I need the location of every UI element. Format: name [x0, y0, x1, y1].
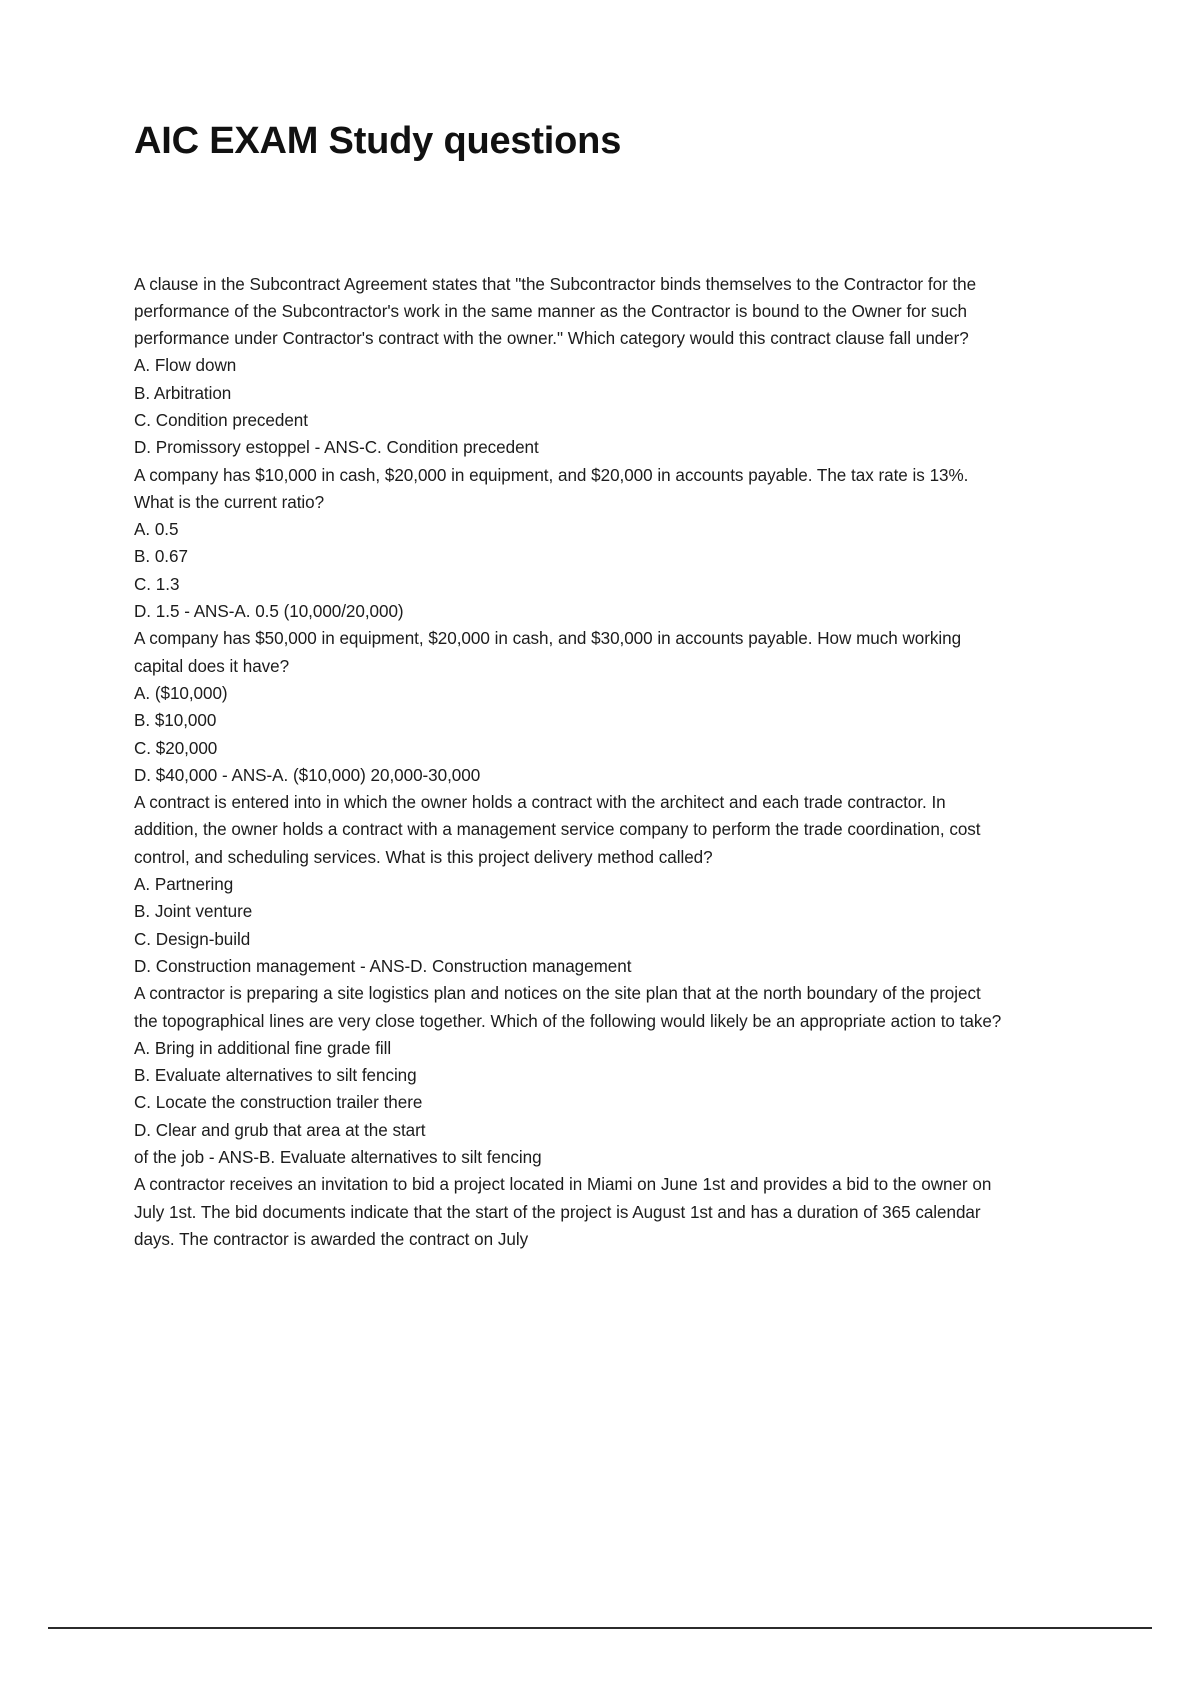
answer-option: C. 1.3 [134, 574, 180, 594]
paragraph: A company has $10,000 in cash, $20,000 in equipment, and $20,000 in accounts payable. The tax rate is 13%. What is the current ratio? [134, 465, 969, 512]
answer-option: D. $40,000 - ANS-A. ($10,000) 20,000-30,000 [134, 765, 481, 785]
answer-continuation: of the job - ANS-B. Evaluate alternatives to silt fencing [134, 1148, 542, 1167]
answer-option: B. $10,000 [134, 711, 217, 731]
answer-option: C. Design-build [134, 929, 251, 949]
answer-option: B. Joint venture [134, 902, 253, 922]
paragraph: A clause in the Subcontract Agreement states that "the Subcontractor binds themselves to the Contractor for the performance of the Subcontractor's work in the same manner as the Contractor is bound to the Owner for such performance under Contractor's contract with the owner." Which category would this contract clause fall under? [134, 274, 977, 349]
page-footer-area [0, 1629, 1200, 1700]
answer-option: A. Partnering [134, 875, 234, 895]
answer-option: D. Clear and grub that area at the start [134, 1120, 426, 1140]
page-content [134, 118, 1006, 1253]
answer-option: D. 1.5 - ANS-A. 0.5 (10,000/20,000) [134, 602, 404, 622]
answer-option: A. Flow down [134, 356, 237, 376]
paragraph: A contract is entered into in which the owner holds a contract with the architect and each trade contractor. In addition, the owner holds a contract with a management service company to perform the trade coordination, cost control, and scheduling services. What is this project delivery method called? [134, 793, 981, 867]
page-title: AIC EXAM Study questions [134, 120, 622, 162]
answer-option: C. Condition precedent [134, 410, 308, 430]
answer-option: C. $20,000 [134, 738, 218, 758]
paragraph: A contractor is preparing a site logistics plan and notices on the site plan that at the north boundary of the project the topographical lines are very close together. Which of the following would likely be an appropriate action to take? [134, 984, 1002, 1031]
question-body [134, 271, 1006, 1254]
answer-option: A. 0.5 [134, 520, 179, 540]
answer-option: D. Promissory estoppel - ANS-C. Condition precedent [134, 438, 539, 458]
answer-option: B. Evaluate alternatives to silt fencing [134, 1066, 417, 1086]
answer-option: A. Bring in additional fine grade fill [134, 1038, 392, 1058]
answer-option: D. Construction management - ANS-D. Construction management [134, 956, 632, 976]
answer-option: B. Arbitration [134, 383, 232, 403]
paragraph: A contractor receives an invitation to bid a project located in Miami on June 1st and provides a bid to the owner on July 1st. The bid documents indicate that the start of the project is August 1st and has a duration of 365 calendar days. The contractor is awarded the contract on July [134, 1175, 992, 1249]
answer-option: C. Locate the construction trailer there [134, 1093, 423, 1113]
answer-option: A. ($10,000) [134, 683, 228, 703]
paragraph: A company has $50,000 in equipment, $20,000 in cash, and $30,000 in accounts payable. How much working capital does it have? [134, 629, 962, 676]
answer-option: B. 0.67 [134, 547, 188, 567]
